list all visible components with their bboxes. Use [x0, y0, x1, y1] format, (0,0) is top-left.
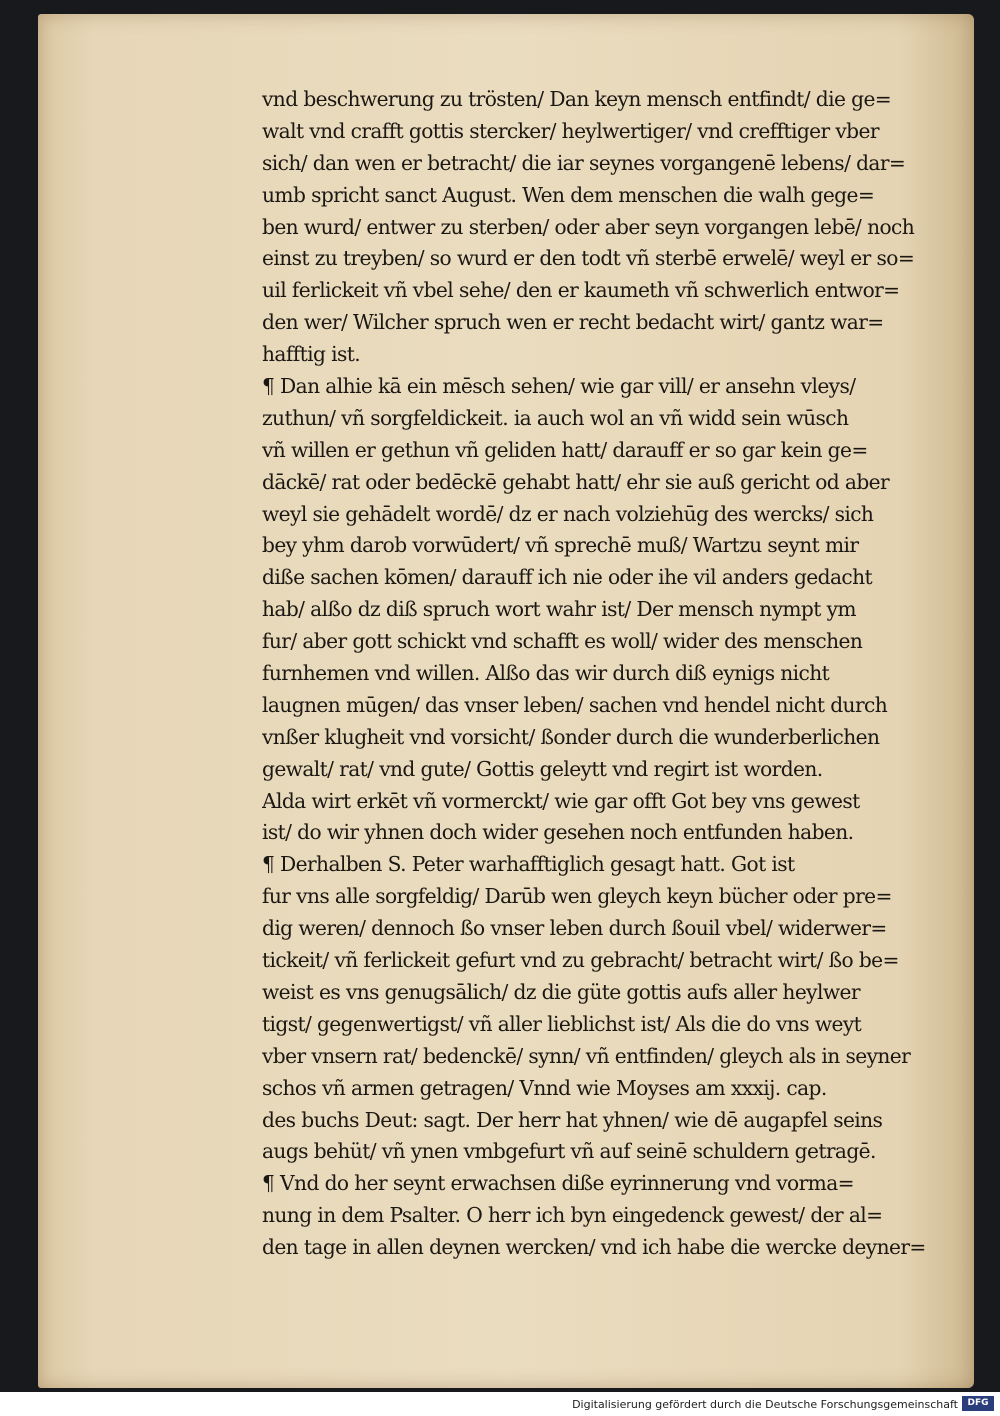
- text-line: vnd beschwerung zu trösten/ Dan keyn mensch entfindt/ die ge=: [262, 87, 892, 111]
- text-line: furnhemen vnd willen. Alßo das wir durch diß eynigs nicht: [262, 661, 830, 686]
- text-line: ben wurd/ entwer zu sterben/ oder aber seyn vorgangen lebē/ noch: [262, 214, 915, 239]
- text-line: augs behüt/ vñ ynen vmbgefurt vñ auf seinē schuldern getragē.: [262, 1139, 876, 1164]
- text-line: umb spricht sanct August. Wen dem menschen die walh gege=: [262, 182, 875, 207]
- text-line: walt vnd crafft gottis stercker/ heylwertiger/ vnd crefftiger vber: [262, 118, 879, 143]
- text-line: dig weren/ dennoch ßo vnser leben durch ßouil vbel/ widerwer=: [262, 916, 887, 941]
- text-line: vñ willen er gethun vñ geliden hatt/ darauff er so gar kein ge=: [262, 437, 868, 462]
- text-line: ¶ Derhalben S. Peter warhafftiglich gesagt hatt. Got ist: [262, 852, 795, 877]
- text-line: zuthun/ vñ sorgfeldickeit. ia auch wol an vñ widd sein wūsch: [262, 405, 849, 430]
- text-line: schos vñ armen getragen/ Vnnd wie Moyses am xxxij. cap.: [262, 1075, 827, 1100]
- text-line: einst zu treyben/ so wurd er den todt vñ sterbē erwelē/ weyl er so=: [262, 246, 915, 271]
- dfg-logo: DFG: [962, 1396, 994, 1411]
- text-line: gewalt/ rat/ vnd gute/ Gottis geleytt vnd regirt ist worden.: [262, 756, 823, 781]
- text-line: sich/ dan wen er betracht/ die iar seynes vorgangenē lebens/ dar=: [262, 150, 906, 175]
- text-line: diße sachen kōmen/ darauff ich nie oder ihe vil anders gedacht: [262, 565, 873, 590]
- text-line: nung in dem Psalter. O herr ich byn eingedenck gewest/ der al=: [262, 1203, 883, 1228]
- text-line: weist es vns genugsālich/ dz die güte gottis aufs aller heylwer: [262, 979, 860, 1004]
- text-line: ¶ Vnd do her seynt erwachsen diße eyrinnerung vnd vorma=: [262, 1171, 854, 1196]
- text-line: des buchs Deut: sagt. Der herr hat yhnen/ wie dē augapfel seins: [262, 1107, 883, 1132]
- text-line: Alda wirt erkēt vñ vormerckt/ wie gar offt Got bey vns gewest: [262, 788, 860, 813]
- text-line: tigst/ gegenwertigst/ vñ aller lieblichst ist/ Als die do vns weyt: [262, 1011, 862, 1036]
- text-line: ist/ do wir yhnen doch wider gesehen noch entfunden haben.: [262, 820, 854, 845]
- text-line: vnßer klugheit vnd vorsicht/ ßonder durch die wunderberlichen: [262, 724, 880, 749]
- footer-bar: [0, 1392, 1000, 1416]
- text-line: den wer/ Wilcher spruch wen er recht bedacht wirt/ gantz war=: [262, 310, 884, 335]
- text-line: bey yhm darob vorwūdert/ vñ sprechē muß/ Wartzu seynt mir: [262, 533, 859, 558]
- text-line: fur vns alle sorgfeldig/ Darūb wen gleych keyn bücher oder pre=: [262, 884, 892, 909]
- text-line: laugnen mūgen/ das vnser leben/ sachen vnd hendel nicht durch: [262, 692, 888, 717]
- text-line: hab/ alßo dz diß spruch wort wahr ist/ Der mensch nympt ym: [262, 597, 856, 622]
- footer-credit: Digitalisierung gefördert durch die Deutsche Forschungsgemeinschaft: [572, 1398, 958, 1411]
- text-line: uil ferlickeit vñ vbel sehe/ den er kaumeth vñ schwerlich entwor=: [262, 278, 900, 303]
- text-line: den tage in allen deynen wercken/ vnd ich habe die wercke deyner=: [262, 1235, 926, 1260]
- text-line: hafftig ist.: [262, 342, 361, 367]
- text-line: vber vnsern rat/ bedenckē/ synn/ vñ entfinden/ gleych als in seyner: [262, 1043, 911, 1068]
- text-line: tickeit/ vñ ferlickeit gefurt vnd zu gebracht/ betracht wirt/ ßo be=: [262, 948, 899, 973]
- text-line: fur/ aber gott schickt vnd schafft es woll/ wider des menschen: [262, 629, 863, 654]
- text-line: ¶ Dan alhie kā ein mēsch sehen/ wie gar vill/ er ansehn vleys/: [262, 374, 856, 399]
- text-line: weyl sie gehādelt wordē/ dz er nach volziehūg des wercks/ sich: [262, 501, 874, 526]
- page-text: [262, 84, 934, 1264]
- text-line: dāckē/ rat oder bedēckē gehabt hatt/ ehr sie auß gericht od aber: [262, 469, 890, 494]
